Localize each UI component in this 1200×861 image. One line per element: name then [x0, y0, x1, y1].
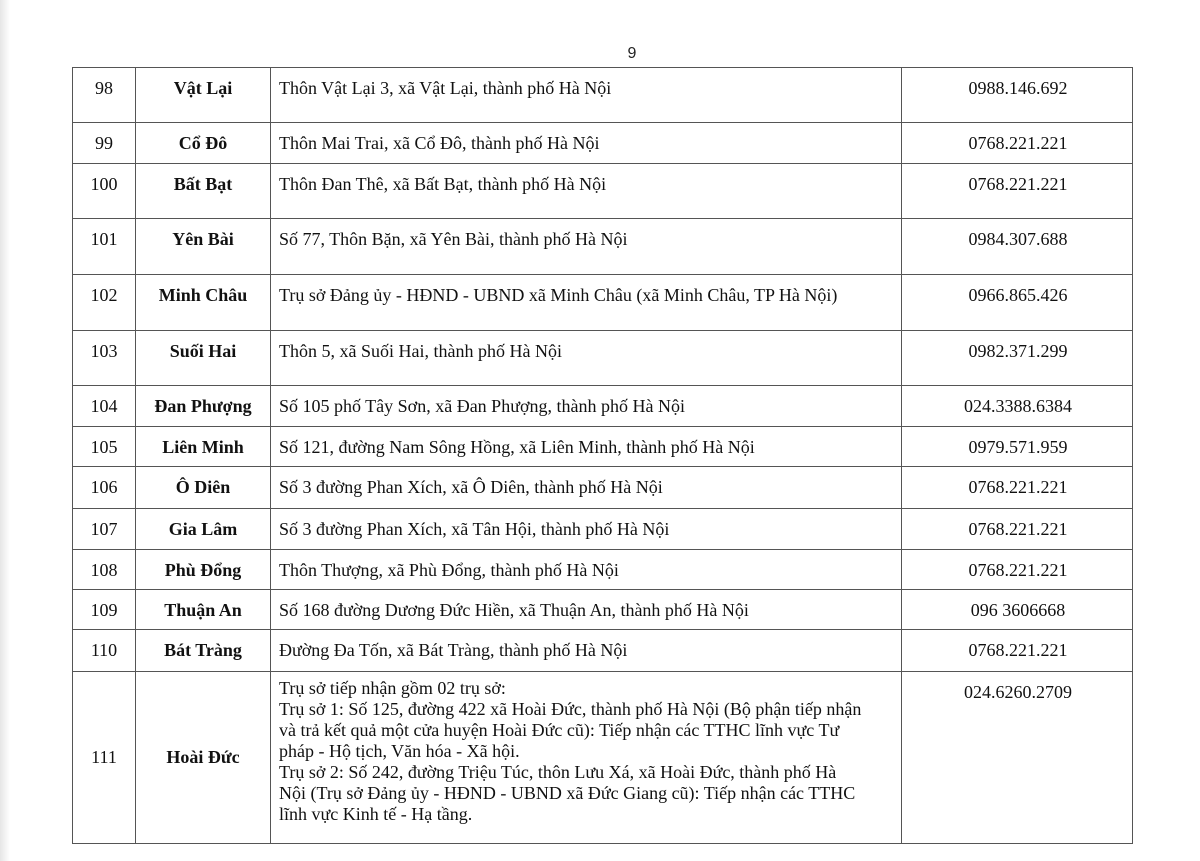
commune-name: Đan Phượng — [136, 386, 271, 427]
row-number: 109 — [73, 590, 136, 630]
table-row — [73, 550, 1133, 590]
commune-name: Cổ Đô — [136, 123, 271, 164]
phone-number: 0988.146.692 — [902, 68, 1133, 123]
phone-number: 0768.221.221 — [902, 550, 1133, 590]
office-address: Thôn Mai Trai, xã Cổ Đô, thành phố Hà Nội — [271, 123, 902, 164]
address-line: lĩnh vực Kinh tế - Hạ tầng. — [279, 804, 473, 824]
office-address — [271, 672, 902, 844]
office-address: Số 77, Thôn Bặn, xã Yên Bài, thành phố Hà Nội — [271, 219, 902, 275]
address-line: pháp - Hộ tịch, Văn hóa - Xã hội. — [279, 741, 520, 761]
office-address: Số 168 đường Dương Đức Hiền, xã Thuận An, thành phố Hà Nội — [271, 590, 902, 630]
table-row — [73, 68, 1133, 123]
row-number: 98 — [73, 68, 136, 123]
table-row — [73, 630, 1133, 672]
row-number: 99 — [73, 123, 136, 164]
commune-name: Vật Lại — [136, 68, 271, 123]
phone-number: 0984.307.688 — [902, 219, 1133, 275]
phone-number: 0966.865.426 — [902, 275, 1133, 331]
phone-number: 096 3606668 — [902, 590, 1133, 630]
phone-number: 0979.571.959 — [902, 427, 1133, 467]
row-number: 102 — [73, 275, 136, 331]
office-address: Số 105 phố Tây Sơn, xã Đan Phượng, thành phố Hà Nội — [271, 386, 902, 427]
row-number: 103 — [73, 331, 136, 386]
row-number: 107 — [73, 509, 136, 550]
table-row — [73, 467, 1133, 509]
commune-name: Liên Minh — [136, 427, 271, 467]
commune-office-table — [72, 67, 1133, 844]
commune-name: Hoài Đức — [136, 672, 271, 844]
office-address: Thôn 5, xã Suối Hai, thành phố Hà Nội — [271, 331, 902, 386]
phone-number: 024.3388.6384 — [902, 386, 1133, 427]
address-line: và trả kết quả một cửa huyện Hoài Đức cũ): Tiếp nhận các TTHC lĩnh vực Tư — [279, 720, 840, 740]
address-line: Trụ sở 1: Số 125, đường 422 xã Hoài Đức, thành phố Hà Nội (Bộ phận tiếp nhận — [279, 699, 862, 719]
commune-name: Bát Tràng — [136, 630, 271, 672]
office-address: Đường Đa Tốn, xã Bát Tràng, thành phố Hà Nội — [271, 630, 902, 672]
commune-name: Yên Bài — [136, 219, 271, 275]
table-row — [73, 590, 1133, 630]
phone-number: 0768.221.221 — [902, 164, 1133, 219]
row-number: 105 — [73, 427, 136, 467]
table-row — [73, 164, 1133, 219]
phone-number: 0768.221.221 — [902, 630, 1133, 672]
table-row — [73, 672, 1133, 844]
table-row — [73, 219, 1133, 275]
commune-name: Minh Châu — [136, 275, 271, 331]
address-line: Nội (Trụ sở Đảng ủy - HĐND - UBND xã Đức Giang cũ): Tiếp nhận các TTHC — [279, 783, 856, 803]
page-number: 9 — [627, 45, 637, 62]
commune-name: Suối Hai — [136, 331, 271, 386]
table-row — [73, 275, 1133, 331]
office-address: Trụ sở Đảng ủy - HĐND - UBND xã Minh Châu (xã Minh Châu, TP Hà Nội) — [271, 275, 902, 331]
phone-number: 0768.221.221 — [902, 467, 1133, 509]
commune-name: Phù Đổng — [136, 550, 271, 590]
address-line: Trụ sở tiếp nhận gồm 02 trụ sở: — [279, 678, 506, 698]
commune-name: Ô Diên — [136, 467, 271, 509]
office-address: Số 3 đường Phan Xích, xã Tân Hội, thành phố Hà Nội — [271, 509, 902, 550]
row-number: 108 — [73, 550, 136, 590]
table-row — [73, 331, 1133, 386]
row-number: 104 — [73, 386, 136, 427]
row-number: 100 — [73, 164, 136, 219]
commune-name: Gia Lâm — [136, 509, 271, 550]
table-row — [73, 123, 1133, 164]
address-line: Trụ sở 2: Số 242, đường Triệu Túc, thôn Lưu Xá, xã Hoài Đức, thành phố Hà — [279, 762, 837, 782]
phone-number: 024.6260.2709 — [902, 672, 1133, 844]
table-row — [73, 509, 1133, 550]
phone-number: 0768.221.221 — [902, 123, 1133, 164]
row-number: 110 — [73, 630, 136, 672]
row-number: 111 — [73, 672, 136, 844]
commune-name: Thuận An — [136, 590, 271, 630]
commune-name: Bất Bạt — [136, 164, 271, 219]
office-address: Thôn Đan Thê, xã Bất Bạt, thành phố Hà Nội — [271, 164, 902, 219]
table-row — [73, 386, 1133, 427]
row-number: 106 — [73, 467, 136, 509]
table-body — [73, 68, 1133, 844]
page-edge-shadow — [0, 0, 10, 861]
office-address: Số 121, đường Nam Sông Hồng, xã Liên Minh, thành phố Hà Nội — [271, 427, 902, 467]
phone-number: 0768.221.221 — [902, 509, 1133, 550]
office-address: Số 3 đường Phan Xích, xã Ô Diên, thành phố Hà Nội — [271, 467, 902, 509]
office-address: Thôn Vật Lại 3, xã Vật Lại, thành phố Hà Nội — [271, 68, 902, 123]
phone-number: 0982.371.299 — [902, 331, 1133, 386]
office-address: Thôn Thượng, xã Phù Đổng, thành phố Hà Nội — [271, 550, 902, 590]
row-number: 101 — [73, 219, 136, 275]
table-row — [73, 427, 1133, 467]
